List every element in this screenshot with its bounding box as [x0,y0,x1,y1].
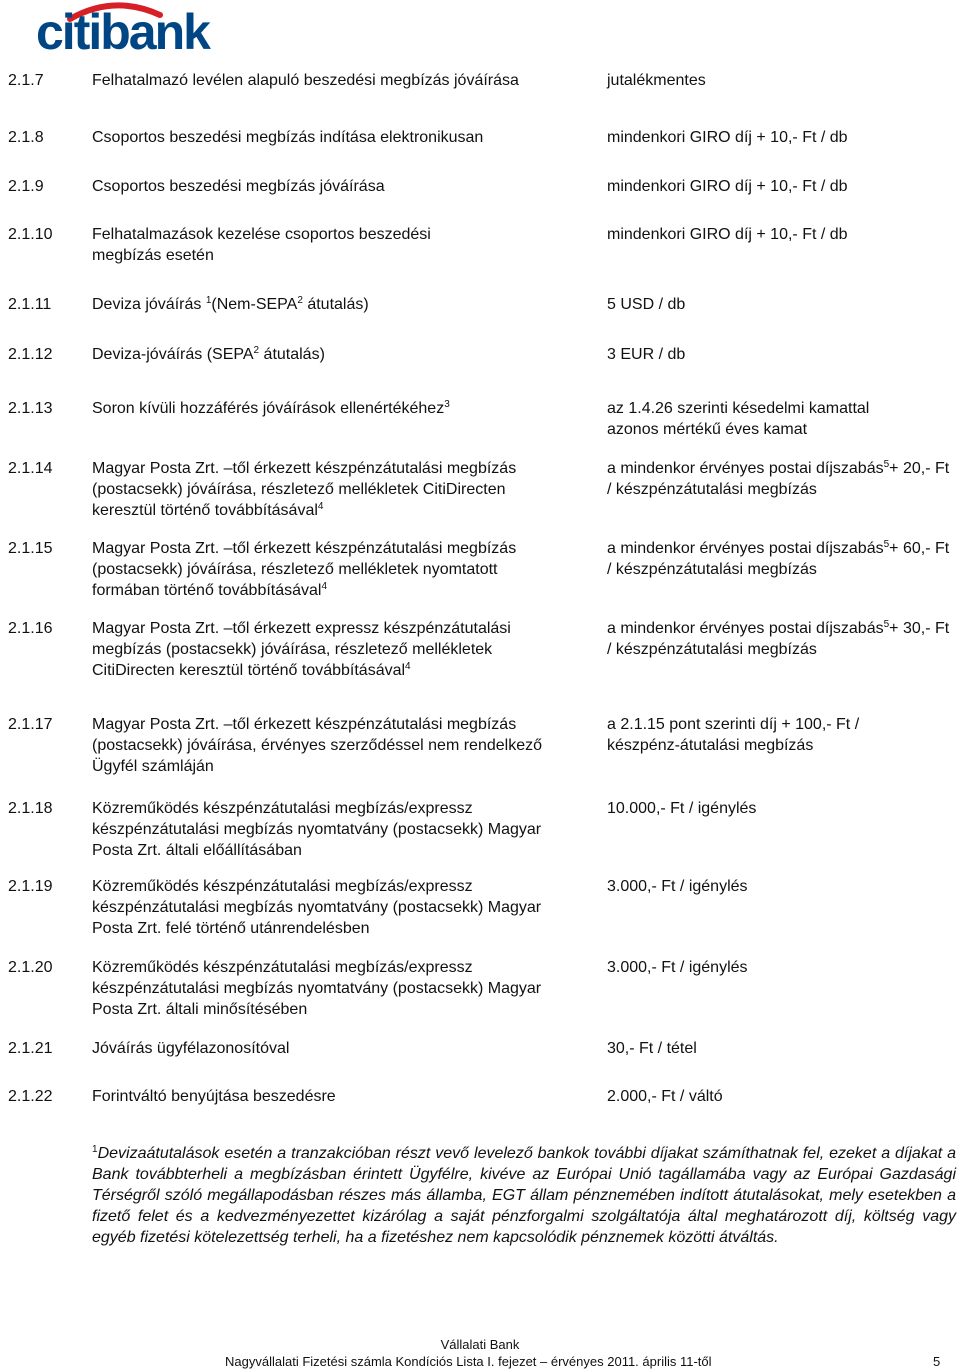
fee-part: a mindenkor érvényes postai díjszabás [607,620,884,637]
desc-part: átutalás) [302,296,369,313]
row-number: 2.1.9 [8,178,44,195]
row-description [92,618,512,681]
row-description [92,538,542,601]
row-description: Forintváltó benyújtása beszedésre [92,1088,336,1105]
row-description [92,398,552,419]
citibank-logo [36,0,236,56]
row-number: 2.1.13 [8,400,53,417]
row-number: 2.1.19 [8,878,53,895]
desc-part: Deviza-jóváírás (SEPA [92,346,254,363]
row-number: 2.1.15 [8,540,53,557]
footnote-ref: 5 [883,539,890,550]
footer-bank-name: Vállalati Bank [440,1337,520,1352]
logo-wordmark: citibank [36,4,209,56]
row-fee: 3.000,- Ft / igénylés [607,878,748,895]
row-fee: 3.000,- Ft / igénylés [607,959,748,976]
footnote-1 [92,1143,956,1248]
row-fee: 5 USD / db [607,296,686,313]
footnote-ref: 3 [444,399,450,410]
desc-part: Deviza jóváírás [92,296,206,313]
fee-part: + 30,- Ft / készpénzátutalási megbízás [607,620,950,658]
row-number: 2.1.7 [8,72,44,89]
footnote-ref: 4 [405,661,411,672]
footnote-ref: 2 [297,295,303,306]
row-number: 2.1.18 [8,800,53,817]
row-description: Magyar Posta Zrt. –től érkezett készpénzátutalási megbízás (postacsekk) jóváírása, érvényes szerződéssel nem rendelkező Ügyfél számláján [92,716,542,775]
row-fee: 10.000,- Ft / igénylés [607,800,757,817]
row-description: Közreműködés készpénzátutalási megbízás/expressz készpénzátutalási megbízás nyomtatvány (postacsekk) Magyar Posta Zrt. általi minősítésében [92,959,542,1018]
desc-part: Soron kívüli hozzáférés jóváírások ellenértékéhez [92,400,445,417]
row-fee: 2.000,- Ft / váltó [607,1088,723,1105]
row-number: 2.1.8 [8,129,44,146]
row-fee: 30,- Ft / tétel [607,1040,697,1057]
row-description [92,294,552,315]
footnote-ref: 4 [321,581,328,592]
footnote-ref: 5 [883,459,890,470]
row-fee: jutalékmentes [607,72,706,89]
row-number: 2.1.14 [8,460,53,477]
row-description [92,458,542,521]
fee-part: + 60,- Ft / készpénzátutalási megbízás [607,540,950,578]
row-description: Csoportos beszedési megbízás jóváírása [92,178,385,195]
desc-part: (Nem-SEPA [211,296,298,313]
row-number: 2.1.11 [8,296,52,313]
row-description: Jóváírás ügyfélazonosítóval [92,1040,290,1057]
row-description [92,344,552,365]
row-fee: mindenkori GIRO díj + 10,- Ft / db [607,178,848,195]
footnote-ref: 1 [205,295,212,306]
row-description: Felhatalmazások kezelése csoportos beszedési megbízás esetén [92,226,431,264]
row-fee: az 1.4.26 szerinti késedelmi kamattal azonos mértékű éves kamat [607,400,870,438]
fee-part: a mindenkor érvényes postai díjszabás [607,460,884,477]
row-number: 2.1.22 [8,1088,53,1105]
footnote-text: Devizaátutalások esetén a tranzakcióban részt vevő levelező bankok további díjakat számíthatnak fel, ezeket a díjakat a Bank továbbterheli a megbízásban érintett Ügyfélre, kivéve az Európai Unió tagállamába vagy az Európai Gazdasági Térségről szóló megállapodásban részes más államba, EGT állam pénznemében indított átutalásokat, mely esetekben a fizető felet és a kedvezményezettet kizárólag a saját pénzforgalmi szolgáltatója által meghatározott díj, költség vagy egyéb fizetési kötelezettség terheli, ha a fizetéshez nem kapcsolódik pénznemek közötti átváltás. [92,1145,956,1246]
row-number: 2.1.16 [8,620,53,637]
citibank-logo-graphic [36,0,236,56]
footer-document-title: Nagyvállalati Fizetési számla Kondíciós Lista I. fejezet – érvényes 2011. április 11-től [225,1354,712,1369]
desc-part: Magyar Posta Zrt. –től érkezett expressz készpénzátutalási megbízás (postacsekk) jóváírása, részletező mellékletek CitiDirecten keresztül történő továbbításával [92,620,511,679]
row-number: 2.1.17 [8,716,53,733]
row-description: Közreműködés készpénzátutalási megbízás/expressz készpénzátutalási megbízás nyomtatvány (postacsekk) Magyar Posta Zrt. általi előállításában [92,800,542,859]
row-fee: 3 EUR / db [607,346,686,363]
row-number: 2.1.21 [8,1040,53,1057]
page-number: 5 [933,1354,941,1369]
desc-part: átutalás) [259,346,325,363]
fee-part: + 20,- Ft / készpénzátutalási megbízás [607,460,950,498]
row-fee [607,618,952,660]
row-number: 2.1.10 [8,226,53,243]
row-description: Csoportos beszedési megbízás indítása elektronikusan [92,129,484,146]
desc-part: Magyar Posta Zrt. –től érkezett készpénzátutalási megbízás (postacsekk) jóváírása, részletező mellékletek CitiDirecten keresztül történő továbbításával [92,460,517,519]
footnote-ref: 2 [253,345,260,356]
row-fee: mindenkori GIRO díj + 10,- Ft / db [607,129,848,146]
row-fee: mindenkori GIRO díj + 10,- Ft / db [607,226,848,243]
row-fee [607,458,952,500]
footnote-marker: 1 [92,1144,98,1155]
fee-part: a mindenkor érvényes postai díjszabás [607,540,884,557]
desc-part: Magyar Posta Zrt. –től érkezett készpénzátutalási megbízás (postacsekk) jóváírása, részletező mellékletek nyomtatott formában történő továbbításával [92,540,517,599]
row-description: Felhatalmazó levélen alapuló beszedési megbízás jóváírása [92,72,519,89]
row-number: 2.1.12 [8,346,53,363]
footnote-ref: 5 [883,619,890,630]
footnote-ref: 4 [317,501,324,512]
row-fee: a 2.1.15 pont szerinti díj + 100,- Ft / készpénz-átutalási megbízás [607,716,860,754]
row-number: 2.1.20 [8,959,53,976]
row-fee [607,538,952,580]
row-description: Közreműködés készpénzátutalási megbízás/expressz készpénzátutalási megbízás nyomtatvány (postacsekk) Magyar Posta Zrt. felé történő utánrendelésben [92,878,542,937]
